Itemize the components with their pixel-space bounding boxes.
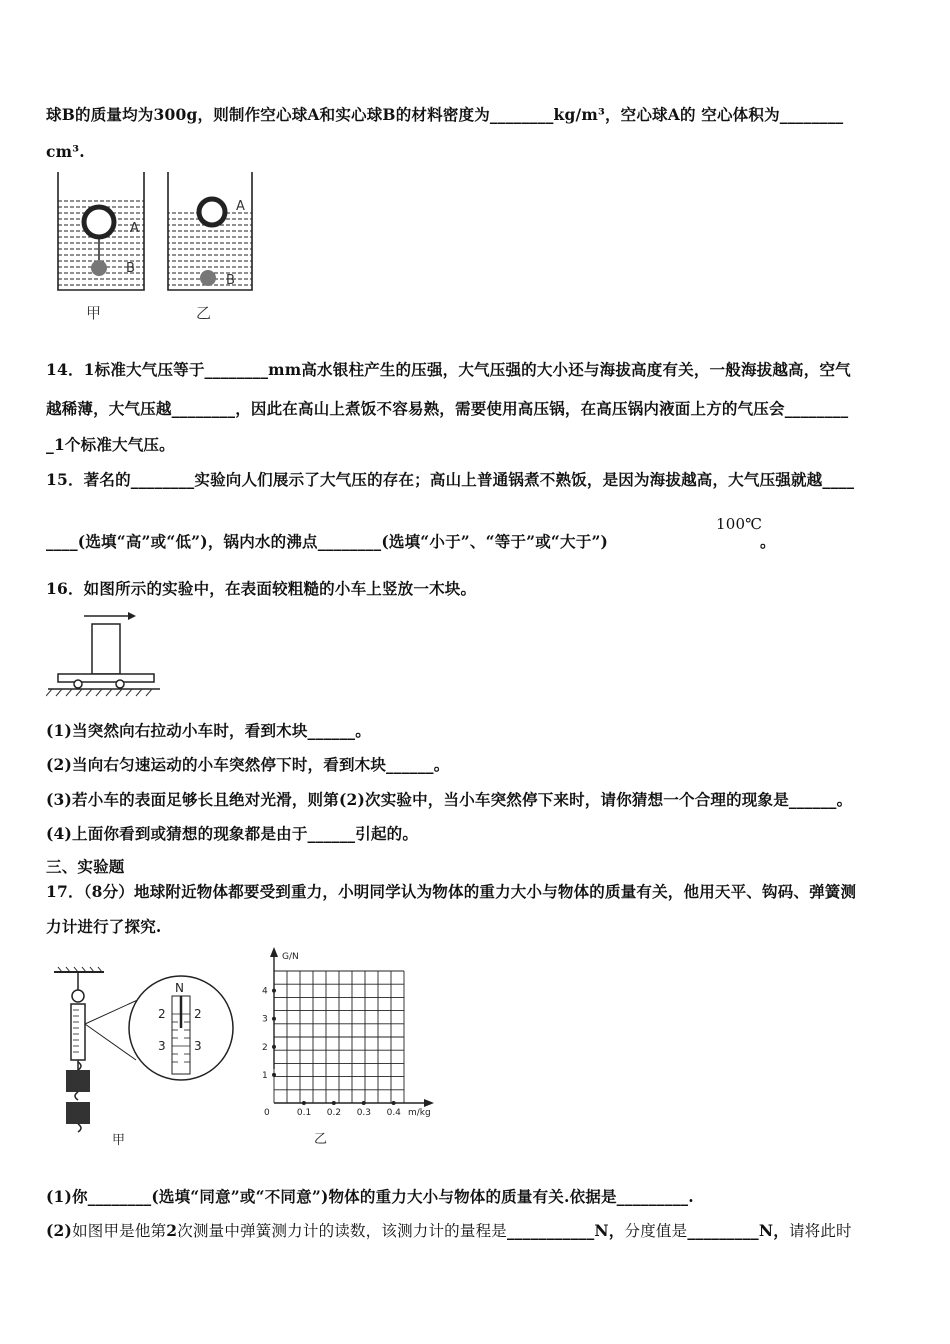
q15-line-2: ____(选填“高”或“低”)，锅内水的沸点________(选填“小于”、“等于”或“大于”) <box>46 532 609 551</box>
wheel <box>116 680 124 688</box>
arrow-right-icon <box>128 612 136 620</box>
section-title: 三、实验题 <box>46 857 125 876</box>
q14-line-1: 14．1标准大气压等于________mm高水银柱产生的压强，大气压强的大小还与海拔高度有关，一般海拔越高，空气 <box>46 360 851 379</box>
svg-text:3: 3 <box>194 1039 202 1053</box>
y-tick-dot <box>272 989 276 993</box>
wood-block <box>92 624 120 674</box>
beaker-yi <box>168 172 252 290</box>
q15-line-1: 15．著名的________实验向人们展示了大气压的存在；高山上普通锅煮不熟饭，是因为海拔越高，大气压强就越____ <box>46 470 855 489</box>
label-yi: 乙 <box>196 304 212 322</box>
weight <box>66 1070 90 1092</box>
x-tick-label: 0.2 <box>326 1108 342 1118</box>
beaker-figure <box>46 168 266 328</box>
x-tick-label: 0.1 <box>296 1108 312 1118</box>
solid-ball-b <box>200 270 216 286</box>
y-tick-dot <box>272 1073 276 1077</box>
q13-line-1: 球B的质量均为300g，则制作空心球A和实心球B的材料密度为________kg/m³，空心球A的 空心体积为________ <box>46 105 844 124</box>
solid-ball-b <box>91 260 107 276</box>
x-tick-label: 0.4 <box>386 1108 401 1118</box>
x-tick-label: 0 <box>264 1108 270 1118</box>
scale-unit: N <box>175 981 184 995</box>
label-b: B <box>226 273 235 288</box>
label-a: A <box>236 199 245 214</box>
hollow-ball-a <box>199 199 225 225</box>
cart <box>58 674 154 682</box>
y-axis-arrow-icon <box>270 947 278 957</box>
label-jia: 甲 <box>86 304 102 322</box>
q13-line-2: cm³. <box>46 142 85 161</box>
x-tick-dot <box>392 1101 396 1105</box>
label-a: A <box>130 221 139 236</box>
y-tick-label: 1 <box>262 1070 268 1081</box>
x-tick-label: 0.3 <box>356 1108 372 1118</box>
y-tick-label: 3 <box>262 1014 268 1025</box>
weight <box>66 1102 90 1124</box>
svg-text:2: 2 <box>194 1007 202 1021</box>
q17-line-1: 17．（8分）地球附近物体都要受到重力，小明同学认为物体的重力大小与物体的质量有关，他用天平、钩码、弹簧测 <box>46 882 857 901</box>
y-tick-label: 4 <box>262 986 268 997</box>
q14-line-3: _1个标准大气压。 <box>46 435 175 454</box>
cart-figure <box>46 608 166 700</box>
g-m-graph <box>258 945 448 1150</box>
y-tick-dot <box>272 1017 276 1021</box>
x-axis-label: m/kg <box>408 1108 431 1118</box>
y-axis-label: G/N <box>282 952 299 962</box>
q14-line-2: 越稀薄，大气压越________，因此在高山上煮饭不容易熟，需要使用高压锅，在高压锅内液面上方的气压会________ <box>46 399 849 418</box>
x-tick-dot <box>332 1101 336 1105</box>
x-axis-arrow-icon <box>424 1099 434 1107</box>
q17-line-2: 力计进行了探究. <box>46 917 162 936</box>
q16-stem: 16．如图所示的实验中，在表面较粗糙的小车上竖放一木块。 <box>46 579 477 598</box>
label-yi: 乙 <box>314 1132 328 1147</box>
y-tick-label: 2 <box>262 1042 268 1053</box>
label-jia: 甲 <box>112 1133 126 1148</box>
spring-scale-figure <box>46 966 246 1152</box>
label-b: B <box>126 261 135 276</box>
svg-text:3: 3 <box>158 1039 166 1053</box>
svg-text:2: 2 <box>158 1007 166 1021</box>
spring-scale-body <box>71 1004 85 1060</box>
hollow-ball-a <box>84 207 114 237</box>
x-tick-dot <box>302 1101 306 1105</box>
q17-part-1: (1)你________(选填“同意”或“不同意”)物体的重力大小与物体的质量有关.依据是_________. <box>46 1187 694 1206</box>
q16-part-2: (2)当向右匀速运动的小车突然停下时，看到木块______。 <box>46 755 450 774</box>
x-tick-dot <box>362 1101 366 1105</box>
wheel <box>74 680 82 688</box>
q17-part-2: (2)如图甲是他第2次测量中弹簧测力计的读数，该测力计的量程是___________N，分度值是_________N，请将此时 <box>46 1221 852 1240</box>
y-tick-dot <box>272 1045 276 1049</box>
q16-part-1: (1)当突然向右拉动小车时，看到木块______。 <box>46 721 371 740</box>
q16-part-4: (4)上面你看到或猜想的现象都是由于______引起的。 <box>46 824 419 843</box>
q16-part-3: (3)若小车的表面足够长且绝对光滑，则第(2)次实验中，当小车突然停下来时，请你猜想一个合理的现象是______。 <box>46 790 853 809</box>
q17-p2-num: (2) <box>46 1221 73 1240</box>
boiling-temperature: 100℃ <box>716 515 763 533</box>
q15-end: 。 <box>760 532 776 551</box>
